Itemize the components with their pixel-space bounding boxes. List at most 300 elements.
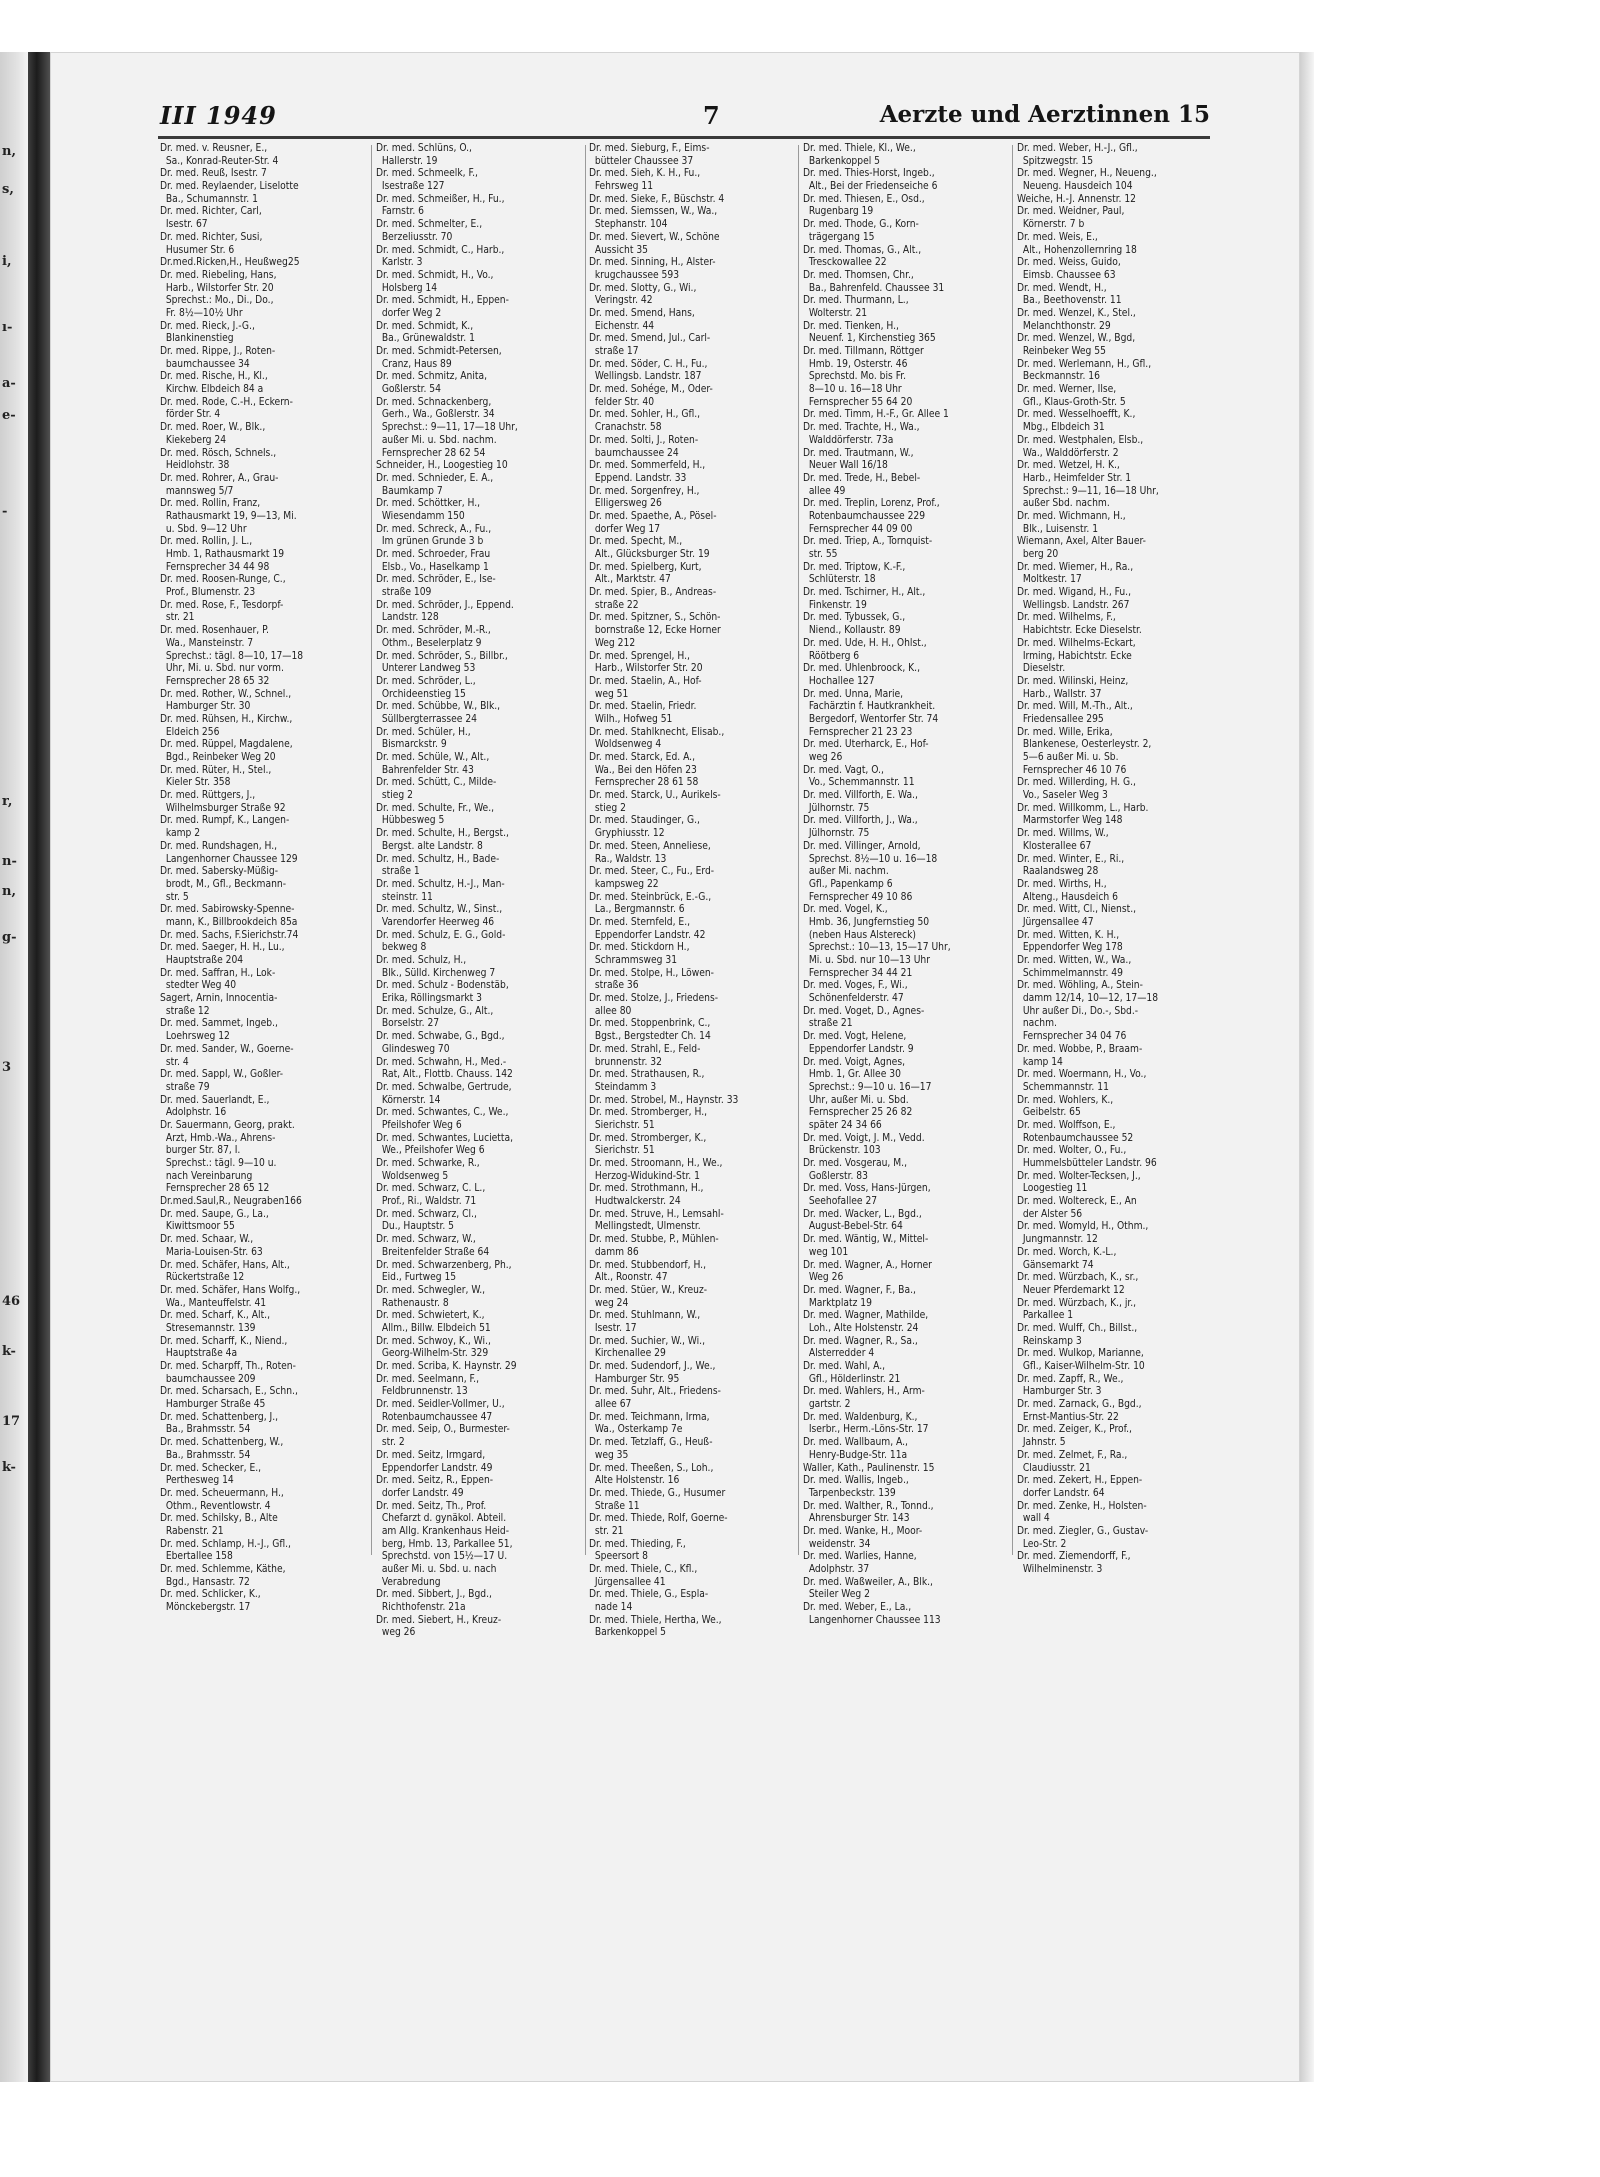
directory-line: Dr. med. Spitzner, S., Schön- (589, 612, 721, 624)
directory-line: Dr. med. Würzbach, K., sr., (1017, 1272, 1139, 1284)
directory-line: bütteler Chaussee 37 (589, 155, 694, 167)
directory-line: Heidlohstr. 38 (160, 460, 230, 472)
directory-line: Dr. med. Reuß, Isestr. 7 (160, 168, 267, 180)
directory-line: Wellingsb. Landstr. 267 (1017, 599, 1130, 611)
directory-line: Dr. med. Stubbendorf, H., (589, 1259, 707, 1271)
directory-line: Veringstr. 42 (589, 295, 653, 307)
directory-line: Goßlerstr. 83 (803, 1170, 868, 1182)
directory-line: Eppendorfer Landstr. 42 (589, 929, 706, 941)
directory-line: Mönckebergstr. 17 (160, 1602, 251, 1614)
facing-page-fragment: s, (2, 182, 14, 197)
directory-line: Dr. med. Schlüns, O., (376, 143, 472, 154)
directory-line: Dr. med. Wagner, A., Horner (803, 1259, 932, 1271)
directory-line: Dr. med. Rundshagen, H., (160, 840, 278, 852)
directory-line: Glindesweg 70 (376, 1043, 450, 1055)
directory-line: förder Str. 4 (160, 409, 221, 421)
directory-line: Dr. med. Schäfer, Hans Wolfg., (160, 1284, 301, 1296)
directory-line: Dr. med. Wigand, H., Fu., (1017, 587, 1131, 599)
directory-line: Dr. med. Wagner, R., Sa., (803, 1335, 918, 1347)
directory-line: Dr. med. Thiesen, E., Osd., (803, 193, 925, 205)
page-edge-right (1300, 52, 1314, 2082)
header-section-title: Aerzte und Aerztinnen 15 (879, 101, 1210, 128)
directory-line: Kirchw. Elbdeich 84 a (160, 384, 264, 396)
directory-line: Dr. med. Rieck, J.-G., (160, 320, 255, 332)
directory-line: Berzeliusstr. 70 (376, 231, 453, 243)
directory-line: Georg-Wilhelm-Str. 329 (376, 1348, 489, 1360)
directory-line: Dr. med. Vosgerau, M., (803, 1158, 907, 1169)
directory-line: Rotenbaumchaussee 52 (1017, 1132, 1134, 1144)
directory-line: Dr. med. Timm, H.-F., Gr. Allee 1 (803, 409, 949, 421)
directory-line: Dr. med. Willkomm, L., Harb. (1017, 802, 1149, 814)
directory-line: Jürgensallee 41 (589, 1576, 666, 1588)
directory-line: Speersort 8 (589, 1551, 648, 1563)
directory-line: Dr. med. Schattenberg, W., (160, 1437, 284, 1449)
book-gutter (28, 52, 50, 2082)
directory-line: Hamburger Str. 30 (160, 701, 251, 713)
directory-line: Dr. med. Smend, Jul., Carl- (589, 333, 711, 345)
directory-line: Dr. med. Treplin, Lorenz, Prof., (803, 498, 940, 510)
directory-line: Dr. med. Saeger, H. H., Lu., (160, 942, 285, 954)
directory-line: berg, Hmb. 13, Parkallee 51, (376, 1538, 513, 1550)
directory-line: Uhr, außer Mi. u. Sbd. (803, 1094, 909, 1106)
directory-line: Dr. med. Schäfer, Hans, Alt., (160, 1259, 290, 1271)
directory-column-3 (589, 143, 799, 1640)
directory-line: Dr. med. Uterharck, E., Hof- (803, 739, 929, 751)
directory-line: Alt., Hohenzollernring 18 (1017, 244, 1137, 256)
directory-line: nachm. (1017, 1018, 1057, 1030)
directory-line: Dr. med. Wohlers, K., (1017, 1094, 1114, 1106)
directory-line: brodt, M., Gfl., Beckmann- (160, 878, 287, 890)
directory-line: Dr. med. Sorgenfrey, H., (589, 485, 700, 497)
directory-line: Arzt, Hmb.-Wa., Ahrens- (160, 1132, 276, 1144)
directory-line: Blk., Luisenstr. 1 (1017, 523, 1099, 535)
facing-page-fragment: n- (2, 854, 17, 869)
directory-line: Körnerstr. 14 (376, 1094, 441, 1106)
directory-line: Dr. med. Richter, Susi, (160, 231, 263, 243)
directory-line: Eppendorfer Weg 178 (1017, 942, 1123, 954)
directory-line: Dr. med. Schröder, S., Billbr., (376, 650, 508, 662)
directory-line: Waller, Kath., Paulinenstr. 15 (803, 1462, 935, 1474)
directory-line: Wilhelmsburger Straße 92 (160, 802, 286, 814)
facing-page-fragment: k- (2, 1460, 16, 1475)
directory-line: Isestraße 127 (376, 181, 445, 193)
directory-line: Dr. med. Vogt, Helene, (803, 1031, 907, 1043)
directory-line: Ahrensburger Str. 143 (803, 1513, 910, 1525)
directory-line: Fernsprecher 28 62 54 (376, 447, 486, 459)
directory-line: Irming, Habichtstr. Ecke (1017, 650, 1132, 662)
directory-line: Dr. med. Werlemann, H., Gfl., (1017, 358, 1152, 370)
directory-line: Cranz, Haus 89 (376, 358, 452, 370)
directory-line: Sierichstr. 51 (589, 1145, 655, 1157)
directory-line: Dr. med. Zeiger, K., Prof., (1017, 1424, 1132, 1436)
directory-line: Eid., Furtweg 15 (376, 1272, 457, 1284)
directory-line: Ra., Waldstr. 13 (589, 853, 667, 865)
directory-line: Hauptstraße 204 (160, 955, 244, 966)
directory-line: Dr. med. Wahlers, H., Arm- (803, 1386, 925, 1398)
directory-line: Blk., Sülld. Kirchenweg 7 (376, 967, 496, 979)
directory-line: Herzog-Widukind-Str. 1 (589, 1170, 700, 1182)
directory-line: Bahrenfelder Str. 43 (376, 764, 474, 776)
directory-line: Isestr. 17 (589, 1322, 637, 1334)
directory-line: Schimmelmannstr. 49 (1017, 967, 1123, 979)
directory-line: Dr. med. Sibbert, J., Bgd., (376, 1589, 492, 1601)
directory-line: Gfl., Papenkamp 6 (803, 878, 893, 890)
directory-line: Fernsprecher 55 64 20 (803, 396, 913, 408)
directory-line: Richthofenstr. 21a (376, 1602, 466, 1614)
directory-line: str. 4 (160, 1056, 189, 1068)
directory-line: Dr. med. Walther, R., Tonnd., (803, 1500, 934, 1512)
directory-line: Dr. med. Thiele, Kl., We., (803, 143, 916, 154)
directory-line: Marktplatz 19 (803, 1297, 872, 1309)
directory-line: Dr. med. Strothmann, H., (589, 1183, 704, 1195)
facing-page-fragment: n, (2, 884, 16, 899)
directory-line: Leo-Str. 2 (1017, 1538, 1067, 1550)
directory-line: wall 4 (1017, 1513, 1050, 1525)
directory-line: Wa., Mansteinstr. 7 (160, 637, 254, 649)
directory-line: Seehofallee 27 (803, 1196, 878, 1208)
directory-line: Körnerstr. 7 b (1017, 219, 1085, 231)
directory-line: Stresemannstr. 139 (160, 1322, 256, 1334)
directory-line: Dr. med. Wolter-Tecksen, J., (1017, 1170, 1141, 1182)
directory-line: Hamburger Str. 95 (589, 1373, 680, 1385)
directory-line: Neuer Pferdemarkt 12 (1017, 1284, 1125, 1296)
directory-line: Dr. med. Starck, Ed. A., (589, 752, 695, 763)
directory-line: Loogestieg 11 (1017, 1183, 1088, 1195)
directory-line: str. 55 (803, 549, 838, 560)
directory-line: Kiwittsmoor 55 (160, 1221, 235, 1233)
directory-line: stieg 2 (589, 802, 626, 814)
directory-line: Dr. med. Vagt, O., (803, 764, 884, 776)
directory-line: brunnenstr. 32 (589, 1056, 662, 1068)
directory-line: Dr. med. Schattenberg, J., (160, 1411, 279, 1423)
directory-line: Schrammsweg 31 (589, 955, 678, 966)
directory-line: Breitenfelder Straße 64 (376, 1246, 490, 1258)
directory-line: Dr. med. Stroomann, H., We., (589, 1158, 723, 1169)
directory-line: Ernst-Mantius-Str. 22 (1017, 1411, 1119, 1423)
directory-line: Dr. med. Werner, Ilse, (1017, 384, 1117, 396)
directory-line: Dr. med. Tienken, H., (803, 320, 899, 332)
directory-line: Aussicht 35 (589, 244, 649, 256)
directory-line: Ba., Bahrenfeld. Chaussee 31 (803, 282, 945, 294)
directory-line: Dr. med. Slotty, G., Wi., (589, 282, 697, 294)
directory-line: Dr. med. Woltereck, E., An (1017, 1196, 1137, 1208)
directory-line: Fernsprecher 25 26 82 (803, 1107, 913, 1119)
directory-line: Schneider, H., Loogestieg 10 (376, 460, 508, 472)
directory-line: Dr. med. Stickdorn H., (589, 942, 690, 954)
directory-line: Dr. med. Schwegler, W., (376, 1284, 486, 1296)
directory-line: Gfl., Kaiser-Wilhelm-Str. 10 (1017, 1361, 1145, 1372)
directory-line: Hamburger Straße 45 (160, 1399, 266, 1411)
directory-line: Cranachstr. 58 (589, 422, 662, 434)
directory-line: Jahnstr. 5 (1017, 1437, 1066, 1449)
directory-line: Dr. med. Willerding, H. G., (1017, 777, 1136, 789)
directory-line: Hmb. 1, Gr. Allee 30 (803, 1069, 901, 1081)
directory-line: Dr. med. Spaethe, A., Pösel- (589, 510, 717, 522)
directory-line: Dr.med.Saul,R., Neugraben166 (160, 1196, 302, 1208)
directory-line: Moltkestr. 17 (1017, 574, 1082, 586)
directory-line: Dr. med. Weiss, Guido, (1017, 257, 1121, 269)
directory-line: Dr. med. Smend, Hans, (589, 307, 695, 319)
directory-line: straße 21 (803, 1018, 853, 1030)
directory-line: Dr. med. Struve, H., Lemsahl- (589, 1208, 724, 1220)
directory-line: straße 109 (376, 587, 432, 599)
directory-line: Dr. med. Worch, K.-L., (1017, 1246, 1117, 1258)
directory-line: Fernsprecher 28 65 12 (160, 1183, 270, 1195)
directory-line: Wiemann, Axel, Alter Bauer- (1017, 536, 1146, 548)
directory-line: Dr. med. Schüle, W., Alt., (376, 752, 490, 763)
directory-line: Othm., Reventlowstr. 4 (160, 1500, 271, 1512)
directory-line: Alteng., Hausdeich 6 (1017, 891, 1118, 903)
directory-line: baumchaussee 209 (160, 1373, 256, 1385)
directory-line: Dr. med. Schroeder, Frau (376, 549, 491, 560)
directory-line: weg 26 (803, 752, 843, 763)
directory-line: Dr. med. Roosen-Runge, C., (160, 574, 286, 586)
header-issue-year: III 1949 (160, 101, 277, 130)
directory-line: Dr. med. Wegner, H., Neueng., (1017, 168, 1157, 180)
directory-line: Dr. med. Schlamp, H.-J., Gfl., (160, 1538, 291, 1550)
directory-line: Dr. med. Sieke, F., Büschstr. 4 (589, 193, 725, 205)
directory-line: Brückenstr. 103 (803, 1145, 881, 1157)
directory-line: Eimsb. Chaussee 63 (1017, 269, 1116, 281)
directory-line: Dr. med. Wanke, H., Moor- (803, 1525, 923, 1537)
directory-line: Dr. med. Thiede, G., Husumer (589, 1487, 726, 1499)
directory-line: Goßlerstr. 54 (376, 384, 441, 396)
directory-line: Dr. med. Rode, C.-H., Eckern- (160, 396, 293, 408)
directory-line: Ebertallee 158 (160, 1551, 233, 1563)
page-header (160, 101, 1210, 135)
directory-line: Dr. med. Saupe, G., La., (160, 1208, 269, 1220)
directory-line: weg 35 (589, 1449, 629, 1461)
directory-line: Fernsprecher 34 44 98 (160, 561, 270, 573)
directory-line: Dr. med. Wichmann, H., (1017, 510, 1126, 522)
directory-line: Hmb. 36, Jungfernstieg 50 (803, 916, 930, 928)
directory-line: Dr. med. Wille, Erika, (1017, 726, 1113, 738)
directory-line: Prof., Ri., Waldstr. 71 (376, 1196, 477, 1208)
directory-line: weg 101 (803, 1246, 849, 1258)
directory-line: Fernsprecher 34 44 21 (803, 967, 913, 979)
directory-line: Dr. med. Steen, Anneliese, (589, 840, 711, 852)
directory-line: außer Mi. nachm. (803, 866, 889, 878)
directory-line: Dr. med. Thiele, C., Kfl., (589, 1564, 698, 1575)
directory-line: Rotenbaumchaussee 229 (803, 510, 926, 522)
directory-line: Dr. med. Sammet, Ingeb., (160, 1018, 278, 1030)
directory-line: Dr. med. Schwarz, W., (376, 1234, 476, 1246)
directory-line: stieg 2 (376, 790, 413, 802)
directory-line: Loh., Alte Holstenstr. 24 (803, 1322, 919, 1334)
column-divider (1012, 145, 1013, 1555)
directory-line: Dr. med. Steer, C., Fu., Erd- (589, 866, 715, 878)
directory-line: Gerh., Wa., Goßlerstr. 34 (376, 409, 495, 421)
directory-line: Dr. med. Witten, K. H., (1017, 929, 1120, 941)
directory-line: Dr. med. Seitz, Irmgard, (376, 1449, 486, 1461)
facing-page-fragment: ı- (2, 320, 13, 335)
directory-line: Dr. med. Stoppenbrink, C., (589, 1018, 711, 1030)
directory-line: Dr. med. Schultz, W., Sinst., (376, 904, 503, 916)
directory-line: Dr. med. Voigt, Agnes, (803, 1056, 906, 1068)
directory-line: Sprechst.: 10—13, 15—17 Uhr, (803, 942, 951, 954)
directory-line: außer Sbd. nachm. (1017, 498, 1110, 510)
directory-line: Alt., Roonstr. 47 (589, 1272, 668, 1284)
directory-line: Uhr, Mi. u. Sbd. nur vorm. (160, 663, 284, 675)
directory-line: Dr. med. Unna, Marie, (803, 688, 904, 700)
directory-line: Stephanstr. 104 (589, 219, 668, 231)
directory-line: 8—10 u. 16—18 Uhr (803, 384, 902, 396)
directory-line: Dr. med. Sommerfeld, H., (589, 460, 706, 472)
directory-line: straße 12 (160, 1005, 210, 1017)
directory-line: Steiler Weg 2 (803, 1589, 870, 1601)
directory-line: Dr. med. Schütt, C., Milde- (376, 777, 497, 789)
directory-line: Dr. med. Zapff, R., We., (1017, 1373, 1124, 1385)
directory-line: Blankenese, Oesterleystr. 2, (1017, 739, 1152, 751)
directory-line: Dr. med. Scharpff, Th., Roten- (160, 1361, 296, 1372)
directory-line: Uhr außer Di., Do.-, Sbd.- (1017, 1005, 1139, 1017)
directory-line: Dr. med. Siemssen, W., Wa., (589, 206, 718, 218)
directory-line: Finkenstr. 19 (803, 599, 867, 611)
directory-line: Dr. med. Schulte, Fr., We., (376, 802, 495, 814)
directory-line: Schlüterstr. 18 (803, 574, 876, 586)
directory-line: Bgd., Reinbeker Weg 20 (160, 752, 276, 763)
directory-line: str. 2 (376, 1437, 405, 1449)
facing-page-fragment: n, (2, 144, 16, 159)
directory-line: Dr. med. Schultz, H., Bade- (376, 853, 500, 865)
directory-line: Sprechst.: 9—10 u. 16—17 (803, 1081, 932, 1093)
directory-line: Dr. med. Seidler-Vollmer, U., (376, 1399, 505, 1411)
directory-line: Eppendorfer Landstr. 49 (376, 1462, 493, 1474)
directory-line: Dr. med. Würzbach, K., jr., (1017, 1297, 1137, 1309)
directory-line: Dr. med. Winter, E., Ri., (1017, 853, 1125, 865)
directory-line: kamp 2 (160, 828, 201, 840)
directory-line: Landstr. 128 (376, 612, 439, 624)
directory-line: Geibelstr. 65 (1017, 1107, 1081, 1119)
directory-line: str. 21 (589, 1525, 624, 1537)
directory-line: Dr. med. Schwietert, K., (376, 1310, 485, 1322)
directory-line: weg 51 (589, 688, 629, 700)
directory-line: Dr. med. Scharsach, E., Schn., (160, 1386, 298, 1398)
directory-line: weg 26 (376, 1627, 416, 1639)
directory-line: Hochallee 127 (803, 675, 875, 687)
directory-line: Alt., Glücksburger Str. 19 (589, 549, 710, 560)
directory-line: Dr. med. Scheuermann, H., (160, 1487, 284, 1499)
directory-line: Dr. med. Sudendorf, J., We., (589, 1361, 716, 1372)
directory-line: Wa., Bei den Höfen 23 (589, 764, 697, 776)
directory-line: Dr. med. Ziegler, G., Gustav- (1017, 1525, 1149, 1537)
directory-line: Dr. med. Thurmann, L., (803, 295, 909, 307)
column-divider (371, 145, 372, 1555)
directory-line: Weg 212 (589, 637, 636, 649)
directory-line: Dr. med. Weber, H.-J., Gfl., (1017, 143, 1138, 154)
directory-line: Dr. med. Wahl, A., (803, 1361, 886, 1372)
directory-line: Barkenkoppel 5 (803, 155, 881, 167)
directory-line: Dr. med. Schmidt, H., Vo., (376, 269, 494, 281)
directory-line: Henry-Budge-Str. 11a (803, 1449, 908, 1461)
directory-line: Dr. med. Scharf, K., Alt., (160, 1310, 270, 1322)
directory-line: burger Str. 87, I. (160, 1145, 241, 1157)
directory-line: Kieler Str. 358 (160, 777, 231, 789)
directory-line: straße 1 (376, 866, 420, 878)
directory-line: Baumkamp 7 (376, 485, 443, 497)
directory-line: Husumer Str. 6 (160, 244, 235, 256)
directory-line: Dr. med. Schmidt, C., Harb., (376, 244, 505, 256)
directory-line: Du., Hauptstr. 5 (376, 1221, 454, 1233)
directory-line: Hudtwalckerstr. 24 (589, 1196, 681, 1208)
directory-line: Bergedorf, Wentorfer Str. 74 (803, 713, 939, 725)
directory-line: Othm., Beselerplatz 9 (376, 637, 482, 649)
directory-line: Dr. med. Stuhlmann, W., (589, 1310, 701, 1322)
directory-line: u. Sbd. 9—12 Uhr (160, 523, 247, 535)
directory-line: Barkenkoppel 5 (589, 1627, 667, 1639)
directory-line: Woldsenweg 4 (589, 739, 662, 751)
directory-line: Dr. med. Rother, W., Schnel., (160, 688, 292, 700)
directory-line: Röötberg 6 (803, 650, 860, 662)
directory-line: Dr. med. Rische, H., Kl., (160, 371, 268, 383)
directory-line: Dr. med. Witten, W., Wa., (1017, 955, 1132, 966)
directory-line: Dr. med. Sohége, M., Oder- (589, 384, 713, 396)
directory-line: Hummelsbütteler Landstr. 96 (1017, 1158, 1157, 1169)
directory-line: Hauptstraße 4a (160, 1348, 238, 1360)
directory-line: Dr. med. Wilinski, Heinz, (1017, 675, 1129, 687)
directory-line: Dr. med. Schmelter, E., (376, 219, 483, 231)
directory-line: Dr. med. Schultz, H.-J., Man- (376, 878, 505, 890)
facing-page-fragment: 46 (2, 1294, 21, 1309)
directory-column-2 (376, 143, 586, 1640)
directory-line: Farnstr. 6 (376, 206, 425, 218)
directory-line: Dr. med. Tetzlaff, G., Heuß- (589, 1437, 713, 1449)
directory-line: Pfeilshofer Weg 6 (376, 1119, 462, 1131)
directory-line: Fernsprecher 46 10 76 (1017, 764, 1127, 776)
directory-line: Dr. med. Staelin, Friedr. (589, 701, 697, 713)
directory-line: Vo., Saseler Weg 3 (1017, 790, 1108, 802)
directory-line: Dr. med. Sachs, F.Sierichstr.74 (160, 929, 299, 941)
directory-line: kamp 14 (1017, 1056, 1063, 1068)
header-rule (158, 136, 1210, 139)
directory-line: Schönenfelderstr. 47 (803, 993, 904, 1005)
directory-line: Dr. med. Söder, C. H., Fu., (589, 358, 708, 370)
directory-line: Dr. med. Schmidt, K., (376, 320, 474, 332)
directory-line: Weiche, H.-J. Annenstr. 12 (1017, 193, 1137, 205)
directory-column-1 (160, 143, 370, 1615)
directory-line: Dr. med. Sternfeld, E., (589, 916, 691, 928)
directory-line: Dr. med. Solti, J., Roten- (589, 434, 699, 446)
directory-line: Dr. med. Wilhelms-Eckart, (1017, 637, 1136, 649)
directory-line: Dr. med. Weber, E., La., (803, 1602, 912, 1614)
directory-line: Dr. med. Triptow, K.-F., (803, 561, 906, 573)
directory-line: bornstraße 12, Ecke Horner (589, 625, 721, 637)
directory-line: Dr. med. Stubbe, P., Mühlen- (589, 1234, 719, 1246)
directory-line: Dr. med. Wilhelms, F., (1017, 612, 1116, 624)
directory-line: allee 80 (589, 1005, 632, 1017)
directory-line: Rat, Alt., Flottb. Chauss. 142 (376, 1069, 513, 1081)
directory-line: Dr. med. Schwantes, C., We., (376, 1107, 509, 1119)
directory-line: Perthesweg 14 (160, 1475, 234, 1487)
directory-line: Ba., Beethovenstr. 11 (1017, 295, 1122, 307)
directory-line: Sprechst.: tägl. 9—10 u. (160, 1158, 277, 1169)
directory-line: Dr. med. Thomas, G., Alt., (803, 244, 922, 256)
directory-line: Dr. med. Schwarzenberg, Ph., (376, 1259, 512, 1271)
directory-line: Klosterallee 67 (1017, 840, 1092, 852)
directory-line: Dr. med. Schmitz, Anita, (376, 371, 488, 383)
directory-line: Dr. med. Schlemme, Käthe, (160, 1564, 286, 1575)
facing-page-fragment: 3 (2, 1060, 12, 1075)
directory-line: Dr. med. Teichmann, Irma, (589, 1411, 710, 1423)
directory-line: Dr. med. Wesselhoefft, K., (1017, 409, 1136, 421)
directory-line: Dr. med. Thies-Horst, Ingeb., (803, 168, 935, 180)
directory-line: Dr. med. Schulz, E. G., Gold- (376, 929, 506, 941)
directory-line: Woldsenweg 5 (376, 1170, 449, 1182)
directory-line: Harb., Wallstr. 37 (1017, 688, 1102, 700)
directory-line: Gryphiusstr. 12 (589, 828, 665, 840)
directory-line: str. 21 (160, 612, 195, 624)
directory-line: am Allg. Krankenhaus Heid- (376, 1525, 510, 1537)
